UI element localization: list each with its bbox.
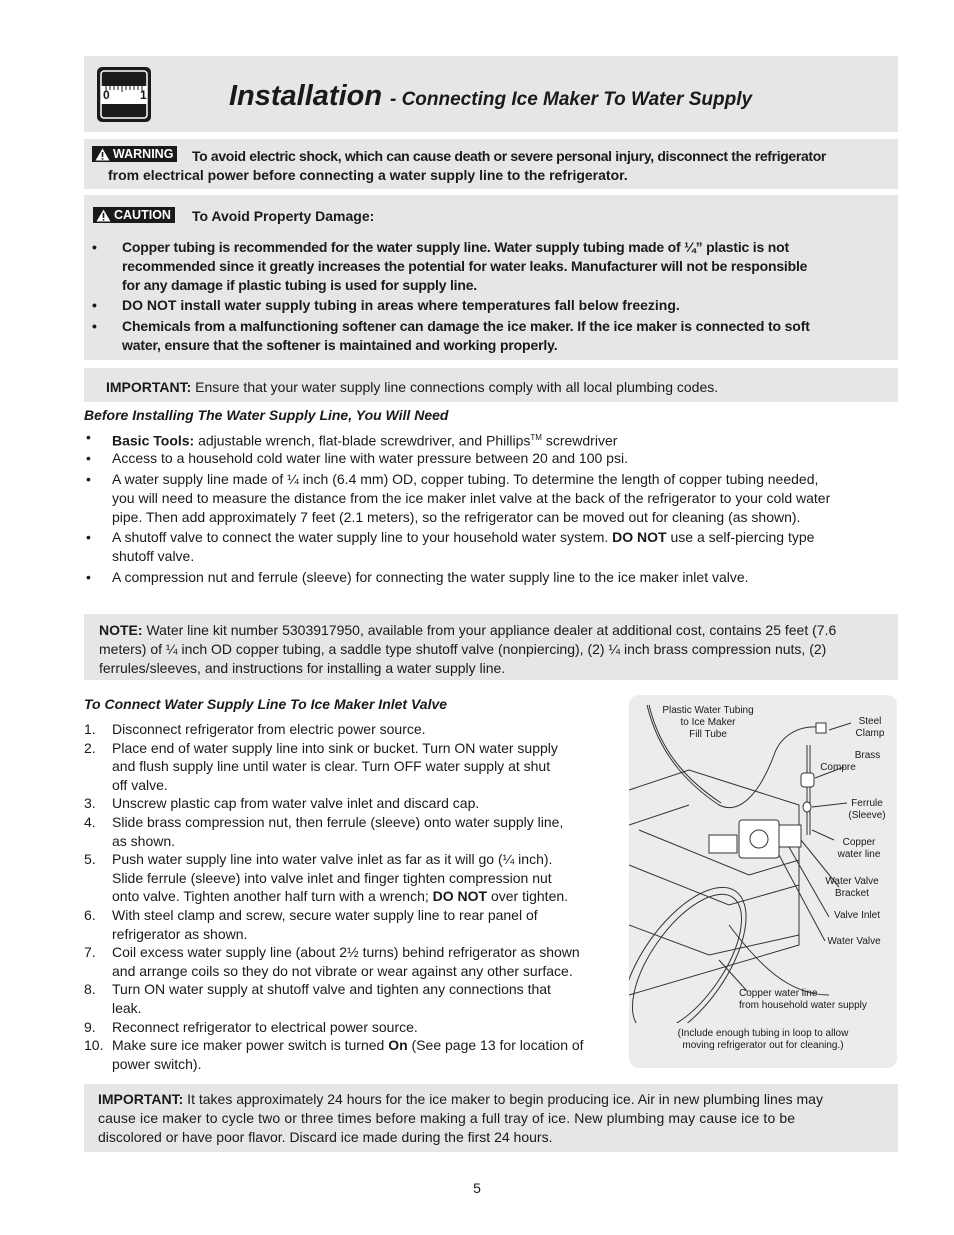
step-text: Disconnect refrigerator from electric power source.: [112, 721, 426, 737]
needs-item-4-a: A shutoff valve to connect the water supply line to your household water system.: [112, 529, 613, 545]
step-item: [84, 794, 624, 813]
note-line-3: ferrules/sleeves, and instructions for installing a water supply line.: [99, 660, 506, 676]
step-text: off valve.: [112, 776, 168, 793]
ruler-icon: [96, 66, 152, 123]
label-steel-clamp: Steel Clamp: [855, 716, 885, 739]
label-copper-line: Copper water line: [837, 837, 881, 860]
title-sub: - Connecting Ice Maker To Water Supply: [389, 89, 753, 110]
page-title: [229, 80, 752, 113]
title-main: Installation: [229, 80, 383, 112]
step-text: Coil excess water supply line (about 2½ turns) behind refrigerator as shown: [112, 944, 580, 961]
step-text: Turn ON water supply at shutoff valve and tighten any connections that: [112, 981, 551, 998]
needs-item-3-line-1: A water supply line made of ¼ inch (6.4 mm) OD, copper tubing. To determine the length of copper tubing needed,: [112, 471, 819, 487]
step-number: 5.: [84, 851, 96, 868]
needs-item-4-bold: DO NOT: [612, 529, 667, 545]
step-text: and flush supply line until water is clear. Turn OFF water supply at shut: [112, 758, 551, 775]
step-bold: DO NOT: [432, 888, 488, 905]
needs-item-5: A compression nut and ferrule (sleeve) for connecting the water supply line to the ice maker inlet valve.: [112, 569, 749, 585]
water-valve-diagram: [629, 695, 897, 1068]
step-text: With steel clamp and screw, secure water supply line to rear panel of: [112, 906, 538, 923]
step-item: [84, 906, 624, 943]
important2-line-2: cause ice maker to cycle two or three times before making a full tray of ice. New plumbing may cause ice to be: [98, 1110, 796, 1126]
label-water-valve: Water Valve: [827, 936, 881, 947]
step-text: Unscrew plastic cap from water valve inlet and discard cap.: [112, 795, 480, 812]
step-number: 10.: [84, 1037, 104, 1054]
label-brass: Brass: [854, 750, 881, 761]
step-item: [84, 850, 624, 906]
needs-item-3-line-2: you will need to measure the distance from the ice maker inlet valve at the back of the refrigerator to your cold water: [112, 490, 831, 506]
tm-mark: TM: [530, 433, 542, 442]
step-text: Place end of water supply line into sink or bucket. Turn ON water supply: [112, 739, 558, 756]
step-number: 6.: [84, 906, 96, 923]
note-label: NOTE:: [99, 622, 143, 638]
alert-triangle-icon: [95, 148, 110, 161]
important2-label: IMPORTANT:: [98, 1091, 184, 1107]
label-ferrule: Ferrule (Sleeve): [848, 798, 886, 821]
caution-item-2: DO NOT install water supply tubing in areas where temperatures fall below freezing.: [122, 297, 680, 313]
caution-item-1-line-3: for any damage if plastic tubing is used for supply line.: [122, 277, 477, 293]
step-item: [84, 720, 624, 739]
important2-line-1: It takes approximately 24 hours for the ice maker to begin producing ice. Air in new plumbing lines may: [183, 1091, 823, 1107]
step-text: as shown.: [112, 832, 176, 849]
important-note: [106, 378, 718, 397]
ruler-label-1: 1: [140, 88, 147, 102]
step-text: Slide ferrule (sleeve) into valve inlet and finger tighten compression nut: [112, 869, 552, 886]
step-text: over tighten.: [487, 888, 569, 905]
warning-badge: [92, 146, 177, 162]
caution-badge-label: CAUTION: [114, 208, 171, 222]
needs-item-3-line-3: pipe. Then add approximately 7 feet (2.1 meters), so the refrigerator can be moved out for cleaning (as shown).: [112, 509, 801, 525]
note-text: [99, 621, 836, 678]
basic-tools-tail: screwdriver: [541, 432, 618, 449]
caution-item-1-line-1: Copper tubing is recommended for the water supply line. Water supply tubing made of ¼” plastic is not: [122, 239, 789, 255]
label-compre: Compre: [820, 762, 856, 773]
step-item: [84, 813, 624, 850]
needs-item-4-b: use a self-piercing type: [666, 529, 815, 545]
page-number: 5: [473, 1180, 481, 1196]
basic-tools-text: adjustable wrench, flat-blade screwdriver, and Phillips: [194, 432, 531, 449]
label-fill-tube: Plastic Water Tubing to Ice Maker Fill Tube: [662, 705, 754, 740]
ruler-label-0: 0: [103, 88, 110, 102]
basic-tools-label: Basic Tools:: [112, 432, 195, 449]
steps-list: [84, 720, 624, 1073]
step-number: 2.: [84, 739, 96, 756]
alert-triangle-icon: [96, 209, 111, 222]
important-text: Ensure that your water supply line connections comply with all local plumbing codes.: [191, 379, 719, 395]
step-text: Make sure ice maker power switch is turned: [112, 1037, 389, 1054]
step-item: [84, 1036, 624, 1073]
needs-heading: Before Installing The Water Supply Line, You Will Need: [84, 407, 449, 423]
important2-line-3: discolored or have poor flavor. Discard ice made during the first 24 hours.: [98, 1129, 553, 1145]
step-text: leak.: [112, 999, 142, 1016]
step-bold: On: [388, 1037, 408, 1054]
caution-item-3-line-2: water, ensure that the softener is maintained and working properly.: [122, 337, 558, 353]
step-number: 4.: [84, 813, 96, 830]
step-number: 9.: [84, 1018, 96, 1035]
label-valve-bracket: Water Valve Bracket: [825, 876, 879, 899]
step-item: [84, 739, 624, 795]
note-line-1: Water line kit number 5303917950, available from your appliance dealer at additional cost, contains 25 feet (7.6: [142, 622, 837, 638]
warning-badge-label: WARNING: [113, 147, 174, 161]
warning-line-2: from electrical power before connecting a water supply line to the refrigerator.: [108, 167, 628, 183]
step-number: 3.: [84, 795, 96, 812]
step-text: onto valve. Tighten another half turn with a wrench;: [112, 888, 433, 905]
step-text: Reconnect refrigerator to electrical power source.: [112, 1018, 418, 1035]
step-text: (See page 13 for location of: [407, 1037, 584, 1054]
note-line-2: meters) of ¼ inch OD copper tubing, a saddle type shutoff valve (nonpiercing), (2) ¼ inch brass compression nuts, (2): [99, 641, 827, 657]
caution-item-3-line-1: Chemicals from a malfunctioning softener can damage the ice maker. If the ice maker is connected to soft: [122, 318, 810, 334]
important-label: IMPORTANT:: [106, 379, 192, 395]
step-text: power switch).: [112, 1055, 202, 1072]
step-number: 8.: [84, 981, 96, 998]
step-item: [84, 1018, 624, 1037]
label-valve-inlet: Valve Inlet: [834, 910, 880, 921]
step-text: refrigerator as shown.: [112, 925, 248, 942]
step-item: [84, 943, 624, 980]
needs-item-4-c: shutoff valve.: [112, 548, 195, 564]
caution-badge: [93, 207, 175, 223]
important-note-2: [98, 1090, 823, 1147]
steps-heading: To Connect Water Supply Line To Ice Maker Inlet Valve: [84, 696, 448, 712]
step-number: 1.: [84, 721, 96, 737]
diagram-footnote: (Include enough tubing in loop to allow moving refrigerator out for cleaning.): [677, 1028, 849, 1051]
needs-item-2: Access to a household cold water line with water pressure between 20 and 100 psi.: [112, 450, 628, 466]
caution-item-1-line-2: recommended since it greatly increases the potential for water leaks. Manufacturer will not be responsible: [122, 258, 808, 274]
warning-line-1: To avoid electric shock, which can cause death or severe personal injury, disconnect the refrigerator: [192, 148, 827, 164]
step-number: 7.: [84, 944, 96, 961]
step-text: Push water supply line into water valve inlet as far as it will go (¼ inch).: [112, 851, 553, 868]
step-item: [84, 980, 624, 1017]
label-household-line: Copper water line from household water supply: [739, 988, 867, 1011]
caution-heading: To Avoid Property Damage:: [192, 208, 375, 224]
step-text: Slide brass compression nut, then ferrule (sleeve) onto water supply line,: [112, 813, 564, 830]
step-text: and arrange coils so they do not vibrate or wear against any other surface.: [112, 962, 573, 979]
